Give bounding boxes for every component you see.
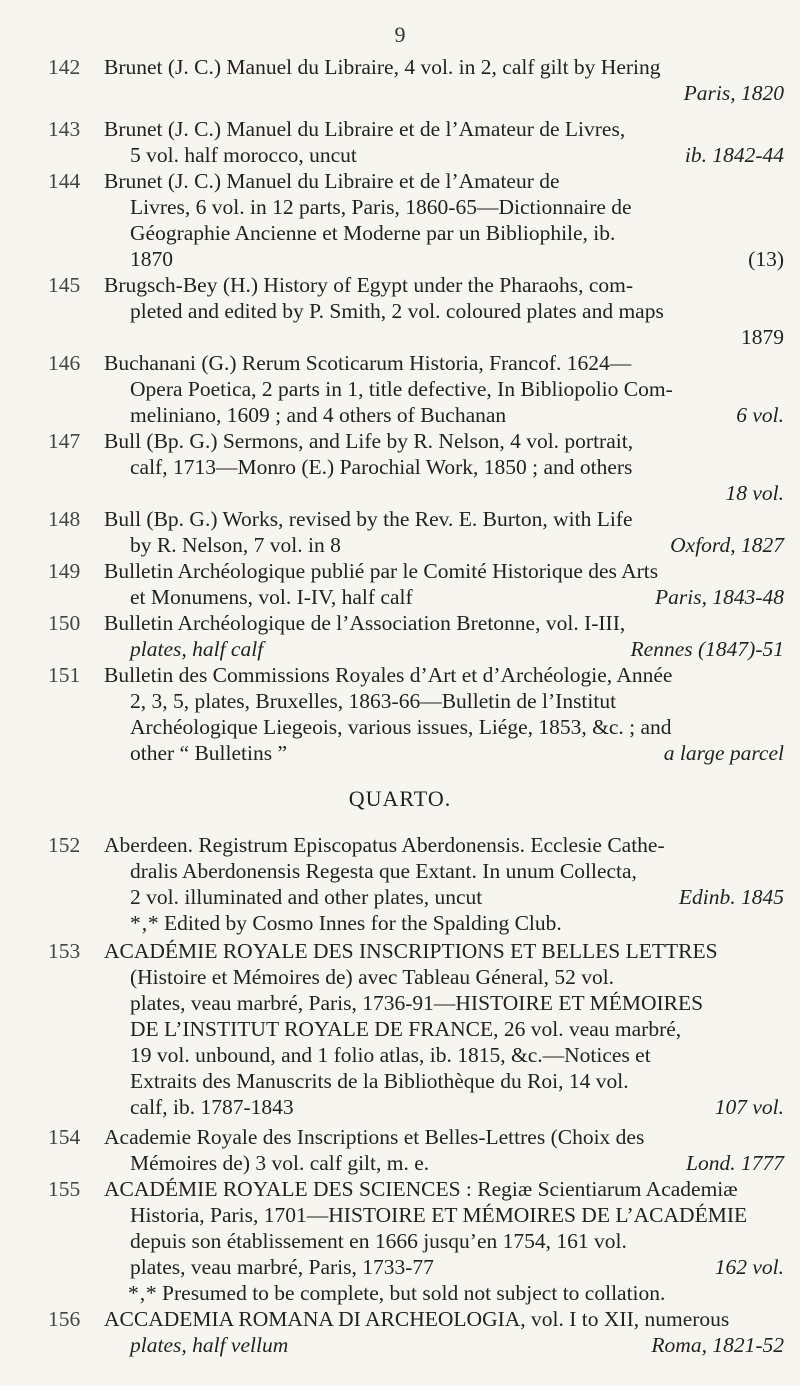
- entry-line: Roma, 1821-52: [651, 1333, 784, 1357]
- entry-line: 2 vol. illuminated and other plates, uncut: [130, 885, 483, 909]
- entry-line: ACADÉMIE ROYALE DES INSCRIPTIONS ET BELLES LETTRES: [104, 939, 718, 963]
- entry-line: ACCADEMIA ROMANA DI ARCHEOLOGIA, vol. I to XII, numerous: [104, 1307, 730, 1331]
- entry-line: Lond. 1777: [686, 1151, 784, 1175]
- entry-line: 162 vol.: [714, 1255, 784, 1279]
- section-title: QUARTO.: [348, 786, 452, 811]
- entry-line: dralis Aberdonensis Regesta que Extant. In unum Collecta,: [130, 859, 637, 883]
- entry-line: Academie Royale des Inscriptions et Belles-Lettres (Choix des: [104, 1125, 645, 1149]
- entry-line: Rennes (1847)-51: [630, 637, 784, 661]
- entry-line: Historia, Paris, 1701—HISTOIRE ET MÉMOIRES DE L’ACADÉMIE: [130, 1203, 748, 1227]
- entry-line: Géographie Ancienne et Moderne par un Bibliophile, ib.: [130, 221, 616, 245]
- entry-line: ACADÉMIE ROYALE DES SCIENCES : Regiæ Scientiarum Academiæ: [104, 1177, 738, 1201]
- entry-line: ib. 1842-44: [684, 143, 784, 167]
- entry-line: 2, 3, 5, plates, Bruxelles, 1863-66—Bulletin de l’Institut: [130, 689, 617, 713]
- entry-line: 19 vol. unbound, and 1 folio atlas, ib. 1815, &c.—Notices et: [130, 1043, 651, 1067]
- entry-number: 144: [48, 169, 81, 193]
- entry-line: plates, veau marbré, Paris, 1733-77: [130, 1255, 434, 1279]
- page-number: 9: [394, 22, 406, 47]
- entry-line: other “ Bulletins ”: [130, 741, 288, 765]
- entry-line: Buchanani (G.) Rerum Scoticarum Historia, Francof. 1624—: [104, 351, 632, 375]
- entry-line: 6 vol.: [736, 403, 784, 427]
- entry-line: 1870: [130, 247, 173, 271]
- entry-number: 152: [48, 833, 81, 857]
- entry-line: plates, half calf: [130, 637, 264, 661]
- entry-line: Bull (Bp. G.) Works, revised by the Rev. E. Burton, with Life: [104, 507, 633, 531]
- entry-number: 142: [48, 55, 81, 79]
- entry-line: a large parcel: [663, 741, 784, 765]
- entry-line: 107 vol.: [714, 1095, 784, 1119]
- entry-line: Bulletin des Commissions Royales d’Art et d’Archéologie, Année: [104, 663, 673, 687]
- entry-line: meliniano, 1609 ; and 4 others of Buchanan: [130, 403, 507, 427]
- entry-line: plates, veau marbré, Paris, 1736-91—HISTOIRE ET MÉMOIRES: [130, 991, 704, 1015]
- entry-line: Bulletin Archéologique de l’Association Bretonne, vol. I-III,: [104, 611, 626, 635]
- entry-number: 148: [48, 507, 81, 531]
- entry-line: Bull (Bp. G.) Sermons, and Life by R. Nelson, 4 vol. portrait,: [104, 429, 634, 453]
- entry-line: pleted and edited by P. Smith, 2 vol. coloured plates and maps: [130, 299, 664, 323]
- entry-line: calf, 1713—Monro (E.) Parochial Work, 1850 ; and others: [130, 455, 633, 479]
- entry-number: 156: [48, 1307, 81, 1331]
- entry-number: 154: [48, 1125, 81, 1149]
- entry-line: Brugsch-Bey (H.) History of Egypt under the Pharaohs, com-: [104, 273, 634, 297]
- entry-line: Paris, 1820: [683, 81, 784, 105]
- entry-line: depuis son établissement en 1666 jusqu’en 1754, 161 vol.: [130, 1229, 627, 1253]
- entry-line: DE L’INSTITUT ROYALE DE FRANCE, 26 vol. veau marbré,: [130, 1017, 682, 1041]
- entry-number: 145: [48, 273, 81, 297]
- entry-number: 151: [48, 663, 81, 687]
- entry-line: Brunet (J. C.) Manuel du Libraire et de l’Amateur de Livres,: [104, 117, 626, 141]
- entry-number: 143: [48, 117, 81, 141]
- entry-line: Bulletin Archéologique publié par le Comité Historique des Arts: [104, 559, 659, 583]
- entry-line: calf, ib. 1787-1843: [130, 1095, 294, 1119]
- entry-line: Mémoires de) 3 vol. calf gilt, m. e.: [130, 1151, 430, 1175]
- entry-line: 1879: [741, 325, 784, 349]
- entry-note: *‚* Edited by Cosmo Innes for the Spalding Club.: [130, 911, 562, 935]
- entry-number: 149: [48, 559, 81, 583]
- entry-line: Oxford, 1827: [670, 533, 784, 557]
- entry-line: Brunet (J. C.) Manuel du Libraire et de l’Amateur de: [104, 169, 560, 193]
- entry-line: (13): [748, 247, 784, 271]
- entry-line: Archéologique Liegeois, various issues, Liége, 1853, &c. ; and: [130, 715, 672, 739]
- entry-line: by R. Nelson, 7 vol. in 8: [130, 533, 341, 557]
- entry-line: Extraits des Manuscrits de la Bibliothèque du Roi, 14 vol.: [130, 1069, 629, 1093]
- entry-line: et Monumens, vol. I-IV, half calf: [130, 585, 413, 609]
- entry-line: Livres, 6 vol. in 12 parts, Paris, 1860-65—Dictionnaire de: [130, 195, 632, 219]
- entry-number: 147: [48, 429, 81, 453]
- entry-number: 155: [48, 1177, 81, 1201]
- collation-note: *‚* Presumed to be complete, but sold not subject to collation.: [128, 1281, 666, 1305]
- entry-line: plates, half vellum: [130, 1333, 289, 1357]
- entry-line: (Histoire et Mémoires de) avec Tableau Géneral, 52 vol.: [130, 965, 615, 989]
- entry-line: Paris, 1843-48: [655, 585, 784, 609]
- entry-line: Brunet (J. C.) Manuel du Libraire, 4 vol. in 2, calf gilt by Hering: [104, 55, 661, 79]
- entry-line: 18 vol.: [725, 481, 784, 505]
- entry-number: 146: [48, 351, 81, 375]
- entry-number: 153: [48, 939, 81, 963]
- entry-line: Opera Poetica, 2 parts in 1, title defective, In Bibliopolio Com-: [130, 377, 673, 401]
- entry-line: Edinb. 1845: [678, 885, 784, 909]
- entry-number: 150: [48, 611, 81, 635]
- entry-line: 5 vol. half morocco, uncut: [130, 143, 357, 167]
- entry-line: Aberdeen. Registrum Episcopatus Aberdonensis. Ecclesie Cathe-: [104, 833, 665, 857]
